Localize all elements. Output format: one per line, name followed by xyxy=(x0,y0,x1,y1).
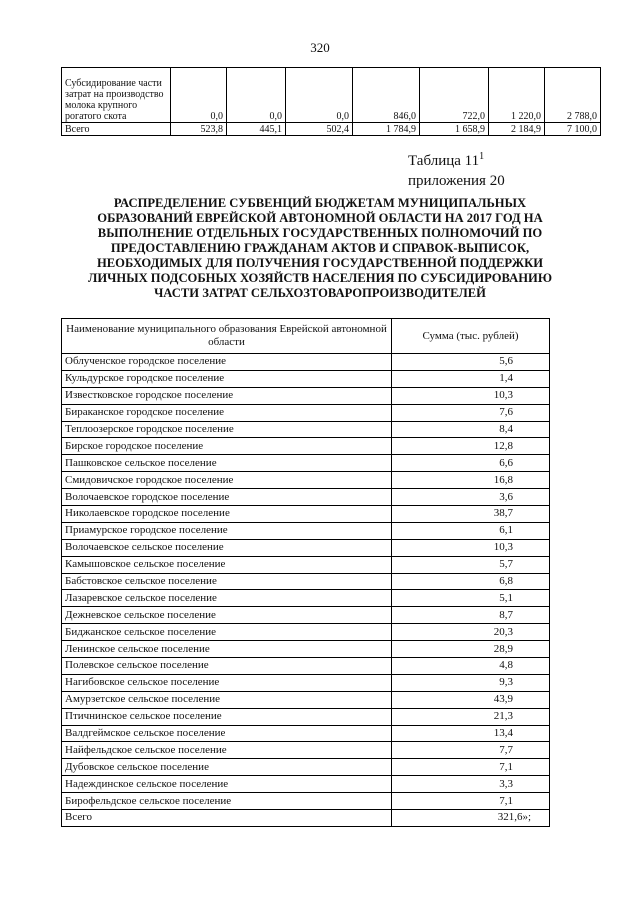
document-heading: РАСПРЕДЕЛЕНИЕ СУБВЕНЦИЙ БЮДЖЕТАМ МУНИЦИПАЛЬНЫХ ОБРАЗОВАНИЙ ЕВРЕЙСКОЙ АВТОНОМНОЙ ОБЛАСТИ НА 2017 ГОД НА ВЫПОЛНЕНИЕ ОТДЕЛЬНЫХ ГОСУДАРСТВЕННЫХ ПОЛНОМОЧИЙ ПО ПРЕДОСТАВЛЕНИЮ ГРАЖДАНАМ АКТОВ И СПРАВОК-ВЫПИСОК, НЕОБХОДИМЫХ ДЛЯ ПОЛУЧЕНИЯ ГОСУДАРСТВЕННОЙ ПОДДЕРЖКИ ЛИЧНЫХ ПОДСОБНЫХ ХОЗЯЙСТВ НАСЕЛЕНИЯ ПО СУБСИДИРОВАНИЮ ЧАСТИ ЗАТРАТ СЕЛЬХОЗТОВАРОПРОИЗВОДИТЕЛЕЙ xyxy=(87,196,553,300)
municipality-name: Дубовское сельское поселение xyxy=(62,759,392,776)
amount-value: 7,1 xyxy=(392,759,550,776)
subvention-table xyxy=(61,318,550,827)
cell-value: 0,0 xyxy=(227,68,286,123)
table-row xyxy=(62,708,550,725)
amount-value: 10,3 xyxy=(392,539,550,556)
table-row xyxy=(62,573,550,590)
municipality-name: Надеждинское сельское поселение xyxy=(62,776,392,793)
table-header-row xyxy=(62,319,550,354)
municipality-name: Нагибовское сельское поселение xyxy=(62,674,392,691)
table-row xyxy=(62,691,550,708)
amount-value: 7,1 xyxy=(392,793,550,810)
amount-value: 3,3 xyxy=(392,776,550,793)
amount-value: 12,8 xyxy=(392,438,550,455)
municipality-name: Теплоозерское городское поселение xyxy=(62,421,392,438)
municipality-name: Волочаевское сельское поселение xyxy=(62,539,392,556)
header-amount: Сумма (тыс. рублей) xyxy=(392,319,550,354)
municipality-name: Пашковское сельское поселение xyxy=(62,455,392,472)
cell-value: 502,4 xyxy=(286,123,353,136)
cell-value: 2 788,0 xyxy=(545,68,601,123)
row-label: Субсидирование части затрат на производство молока крупного рогатого скота xyxy=(62,68,171,123)
table-row xyxy=(62,793,550,810)
page-number: 320 xyxy=(310,40,330,55)
municipality-name: Волочаевское городское поселение xyxy=(62,489,392,506)
amount-value: 1,4 xyxy=(392,370,550,387)
amount-value: 8,4 xyxy=(392,421,550,438)
table-row xyxy=(62,522,550,539)
amount-value: 16,8 xyxy=(392,472,550,489)
cell-value: 0,0 xyxy=(171,68,227,123)
amount-value: 6,6 xyxy=(392,455,550,472)
amount-value: 5,1 xyxy=(392,590,550,607)
table-row xyxy=(62,539,550,556)
table-row xyxy=(62,455,550,472)
municipality-name: Смидовичское городское поселение xyxy=(62,472,392,489)
municipality-name: Бираканское городское поселение xyxy=(62,404,392,421)
amount-value: 5,7 xyxy=(392,556,550,573)
table-row xyxy=(62,759,550,776)
municipality-name: Бабстовское сельское поселение xyxy=(62,573,392,590)
amount-value: 10,3 xyxy=(392,387,550,404)
municipality-name: Лазаревское сельское поселение xyxy=(62,590,392,607)
amount-value: 20,3 xyxy=(392,624,550,641)
cell-value: 523,8 xyxy=(171,123,227,136)
total-value: 321,6»; xyxy=(392,810,550,827)
amount-value: 28,9 xyxy=(392,641,550,658)
caption-superscript: 1 xyxy=(479,151,485,162)
table-row xyxy=(62,674,550,691)
municipality-name: Дежневское сельское поселение xyxy=(62,607,392,624)
municipality-name: Валдгеймское сельское поселение xyxy=(62,725,392,742)
table-caption xyxy=(408,147,505,191)
table-row xyxy=(62,506,550,523)
amount-value: 3,6 xyxy=(392,489,550,506)
municipality-name: Амурзетское сельское поселение xyxy=(62,691,392,708)
table-row xyxy=(62,472,550,489)
municipality-name: Бирское городское поселение xyxy=(62,438,392,455)
continuation-table xyxy=(61,67,601,136)
total-label: Всего xyxy=(62,810,392,827)
table-row xyxy=(62,370,550,387)
table-row xyxy=(62,123,601,136)
table-row xyxy=(62,624,550,641)
amount-value: 38,7 xyxy=(392,506,550,523)
municipality-name: Известковское городское поселение xyxy=(62,387,392,404)
table-row xyxy=(62,607,550,624)
caption-appendix: приложения 20 xyxy=(408,173,505,189)
municipality-name: Птичнинское сельское поселение xyxy=(62,708,392,725)
table-row xyxy=(62,742,550,759)
amount-value: 7,6 xyxy=(392,404,550,421)
cell-value: 2 184,9 xyxy=(489,123,545,136)
cell-value: 0,0 xyxy=(286,68,353,123)
table-row xyxy=(62,590,550,607)
table-row xyxy=(62,421,550,438)
table-row xyxy=(62,354,550,371)
cell-value: 7 100,0 xyxy=(545,123,601,136)
table-body xyxy=(62,354,550,827)
municipality-name: Облученское городское поселение xyxy=(62,354,392,371)
municipality-name: Биджанское сельское поселение xyxy=(62,624,392,641)
cell-value: 445,1 xyxy=(227,123,286,136)
row-label: Всего xyxy=(62,123,171,136)
municipality-name: Камышовское сельское поселение xyxy=(62,556,392,573)
table-row xyxy=(62,489,550,506)
amount-value: 13,4 xyxy=(392,725,550,742)
table-row xyxy=(62,404,550,421)
total-row xyxy=(62,810,550,827)
municipality-name: Николаевское городское поселение xyxy=(62,506,392,523)
amount-value: 6,8 xyxy=(392,573,550,590)
amount-value: 4,8 xyxy=(392,658,550,675)
amount-value: 7,7 xyxy=(392,742,550,759)
table-row xyxy=(62,438,550,455)
amount-value: 43,9 xyxy=(392,691,550,708)
table-row xyxy=(62,641,550,658)
cell-value: 1 658,9 xyxy=(420,123,489,136)
table-row xyxy=(62,68,601,123)
municipality-name: Ленинское сельское поселение xyxy=(62,641,392,658)
header-municipality: Наименование муниципального образования Еврейской автономной области xyxy=(62,319,392,354)
amount-value: 21,3 xyxy=(392,708,550,725)
amount-value: 8,7 xyxy=(392,607,550,624)
cell-value: 722,0 xyxy=(420,68,489,123)
municipality-name: Найфельдское сельское поселение xyxy=(62,742,392,759)
table-row xyxy=(62,776,550,793)
table-row xyxy=(62,556,550,573)
municipality-name: Полевское сельское поселение xyxy=(62,658,392,675)
municipality-name: Приамурское городское поселение xyxy=(62,522,392,539)
amount-value: 6,1 xyxy=(392,522,550,539)
cell-value: 1 784,9 xyxy=(353,123,420,136)
cell-value: 846,0 xyxy=(353,68,420,123)
caption-title: Таблица 11 xyxy=(408,153,480,169)
municipality-name: Бирофельдское сельское поселение xyxy=(62,793,392,810)
table-row xyxy=(62,658,550,675)
amount-value: 9,3 xyxy=(392,674,550,691)
amount-value: 5,6 xyxy=(392,354,550,371)
cell-value: 1 220,0 xyxy=(489,68,545,123)
municipality-name: Кульдурское городское поселение xyxy=(62,370,392,387)
table-row xyxy=(62,387,550,404)
table-row xyxy=(62,725,550,742)
